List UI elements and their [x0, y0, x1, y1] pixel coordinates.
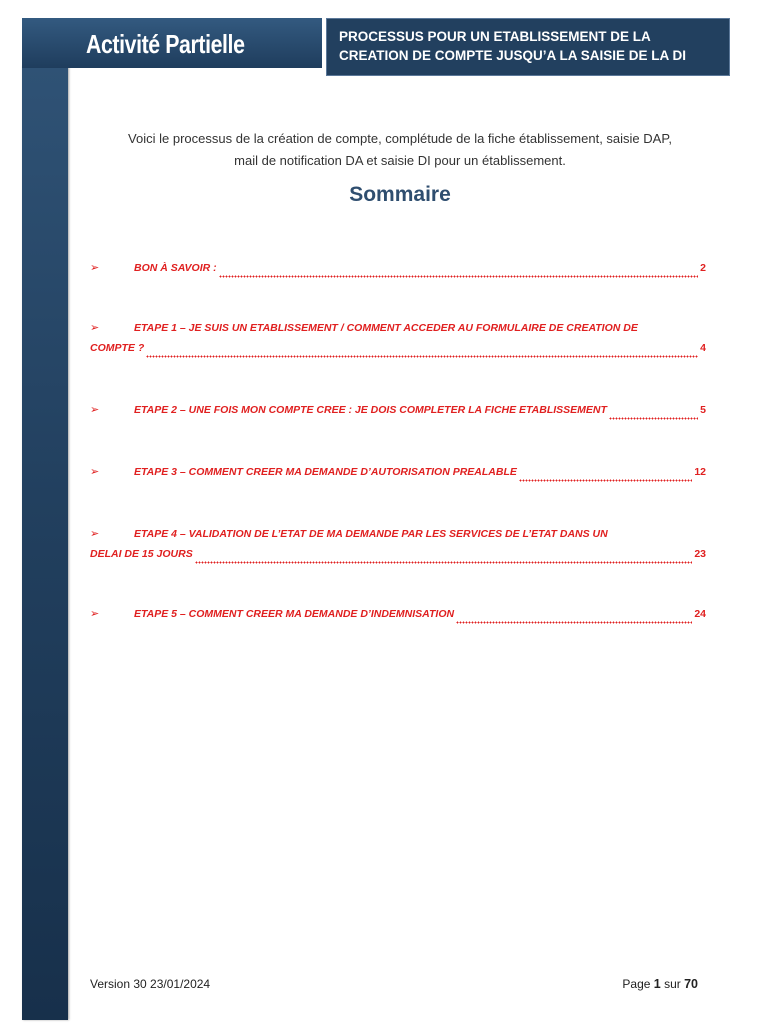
- intro-line-2: mail de notification DA et saisie DI pour un établissement.: [234, 153, 566, 168]
- document-title: Activité Partielle: [86, 29, 245, 59]
- toc-entry-label-continued[interactable]: COMPTE ?: [90, 342, 145, 354]
- toc-entry-label-continued[interactable]: DELAI DE 15 JOURS: [90, 548, 193, 560]
- intro-paragraph: [90, 128, 710, 172]
- toc-entry-etape-3[interactable]: [90, 462, 706, 482]
- arrow-bullet-icon: ➢: [90, 404, 100, 416]
- toc-entry-label[interactable]: ETAPE 1 – JE SUIS UN ETABLISSEMENT / COMMENT ACCEDER AU FORMULAIRE DE CREATION DE: [134, 322, 638, 334]
- page-prefix: Page: [622, 977, 651, 991]
- version-label: Version 30 23/01/2024: [90, 977, 211, 991]
- toc-entry-etape-1[interactable]: [90, 318, 706, 358]
- arrow-bullet-icon: ➢: [90, 608, 100, 620]
- toc-entry-etape-4[interactable]: [90, 524, 706, 564]
- toc-entry-label[interactable]: ETAPE 3 – COMMENT CREER MA DEMANDE D’AUTORISATION PREALABLE: [134, 466, 517, 478]
- dot-leader: [609, 406, 698, 420]
- toc-entry-etape-5[interactable]: [90, 604, 706, 624]
- page-indicator: [622, 977, 698, 991]
- arrow-bullet-icon: ➢: [90, 528, 100, 540]
- toc-entry-label[interactable]: ETAPE 2 – UNE FOIS MON COMPTE CREE : JE DOIS COMPLETER LA FICHE ETABLISSEMENT: [134, 404, 607, 416]
- process-banner: [326, 18, 730, 76]
- dot-leader: [456, 610, 692, 624]
- page-current: 1: [653, 977, 661, 991]
- page-separator: sur: [664, 977, 681, 991]
- toc-entry-label[interactable]: ETAPE 4 – VALIDATION DE L’ETAT DE MA DEMANDE PAR LES SERVICES DE L’ETAT DANS UN: [134, 528, 608, 540]
- dot-leader: [519, 468, 692, 482]
- arrow-bullet-icon: ➢: [90, 466, 100, 478]
- arrow-bullet-icon: ➢: [90, 322, 100, 334]
- dot-leader: [219, 264, 699, 278]
- toc-page-number[interactable]: 12: [694, 466, 706, 478]
- dot-leader: [195, 550, 693, 564]
- process-title-line-2: CREATION DE COMPTE JUSQU’A LA SAISIE DE LA DI: [339, 48, 687, 63]
- dot-leader: [146, 344, 698, 358]
- toc-page-number[interactable]: 2: [700, 262, 706, 274]
- intro-line-1: Voici le processus de la création de compte, complétude de la fiche établissement, saisie DAP,: [128, 131, 672, 146]
- toc-page-number[interactable]: 5: [700, 404, 706, 416]
- toc-page-number[interactable]: 4: [700, 342, 706, 354]
- sidebar-decoration: [22, 66, 68, 1020]
- page-total: 70: [684, 977, 698, 991]
- toc-entry-label[interactable]: BON À SAVOIR :: [134, 262, 217, 274]
- toc-entry-label[interactable]: ETAPE 5 – COMMENT CREER MA DEMANDE D’INDEMNISATION: [134, 608, 455, 620]
- toc-entry-etape-2[interactable]: [90, 400, 706, 420]
- toc-heading: Sommaire: [349, 183, 451, 206]
- toc-page-number[interactable]: 23: [694, 548, 706, 560]
- process-title-line-1: PROCESSUS POUR UN ETABLISSEMENT DE LA: [339, 29, 651, 44]
- toc-page-number[interactable]: 24: [694, 608, 706, 620]
- arrow-bullet-icon: ➢: [90, 262, 100, 274]
- toc-entry-bon-a-savoir[interactable]: [90, 258, 706, 278]
